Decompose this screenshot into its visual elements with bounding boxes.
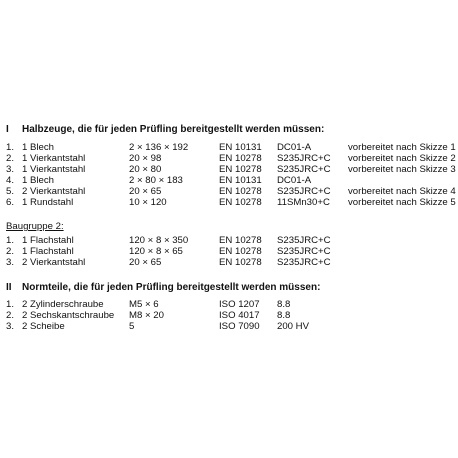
item-standard: EN 10278 [219,153,262,164]
item-description: 2 Scheibe [22,321,65,332]
item-dimensions: 20 × 65 [129,257,162,268]
item-standard: EN 10131 [219,142,262,153]
item-index: 3. [6,321,15,332]
item-index: 6. [6,197,15,208]
item-material: 11SMn30+C [277,197,330,208]
list-item [6,186,458,197]
item-description: 1 Rundstahl [22,197,74,208]
item-note: vorbereitet nach Skizze 4 [348,186,456,197]
item-material: S235JRC+C [277,257,331,268]
list-item [6,175,458,186]
item-index: 4. [6,175,15,186]
list-item [6,321,458,332]
item-description: 1 Blech [22,142,54,153]
item-standard: EN 10278 [219,235,262,246]
list-item [6,164,458,175]
item-standard: EN 10278 [219,186,262,197]
item-description: 2 Sechskantschraube [22,310,115,321]
list-item [6,142,458,153]
item-index: 2. [6,310,15,321]
item-standard: EN 10278 [219,246,262,257]
item-standard: ISO 1207 [219,299,260,310]
item-index: 1. [6,299,15,310]
item-material: DC01-A [277,175,312,186]
item-dimensions: 2 × 136 × 192 [129,142,189,153]
list-item [6,257,458,268]
item-size: M5 × 6 [129,299,159,310]
baugruppe-2-heading: Baugruppe 2: [6,221,64,232]
list-item [6,310,458,321]
section-2-list [6,299,458,332]
item-description: 1 Blech [22,175,54,186]
item-description: 2 Vierkantstahl [22,257,86,268]
item-dimensions: 120 × 8 × 65 [129,246,183,257]
section-1-heading [6,124,324,135]
item-standard: ISO 4017 [219,310,260,321]
list-item [6,235,458,246]
list-item [6,299,458,310]
item-index: 1. [6,142,15,153]
item-material: S235JRC+C [277,153,331,164]
item-note: vorbereitet nach Skizze 2 [348,153,456,164]
item-material: S235JRC+C [277,186,331,197]
item-size: M8 × 20 [129,310,164,321]
list-item [6,246,458,257]
item-index: 3. [6,164,15,175]
item-description: 1 Flachstahl [22,246,74,257]
item-dimensions: 20 × 65 [129,186,162,197]
item-description: 1 Flachstahl [22,235,74,246]
section-1-list [6,142,458,208]
item-description: 2 Zylinderschraube [22,299,104,310]
list-item [6,153,458,164]
item-material: DC01-A [277,142,312,153]
item-standard: EN 10278 [219,164,262,175]
item-description: 1 Vierkantstahl [22,153,86,164]
item-dimensions: 20 × 80 [129,164,162,175]
item-index: 1. [6,235,15,246]
item-standard: EN 10278 [219,197,262,208]
item-grade: 8.8 [277,310,291,321]
item-index: 2. [6,246,15,257]
item-material: S235JRC+C [277,235,331,246]
section-2-number: II [6,282,12,293]
item-standard: EN 10278 [219,257,262,268]
section-2-title: Normteile, die für jeden Prüfling bereitgestellt werden müssen: [22,282,321,293]
item-grade: 200 HV [277,321,309,332]
item-note: vorbereitet nach Skizze 1 [348,142,456,153]
item-material: S235JRC+C [277,164,331,175]
list-item [6,197,458,208]
item-dimensions: 10 × 120 [129,197,167,208]
item-index: 2. [6,153,15,164]
item-dimensions: 120 × 8 × 350 [129,235,189,246]
item-description: 1 Vierkantstahl [22,164,86,175]
baugruppe-2-list [6,235,458,268]
item-standard: ISO 7090 [219,321,260,332]
item-size: 5 [129,321,135,332]
item-note: vorbereitet nach Skizze 5 [348,197,456,208]
item-dimensions: 2 × 80 × 183 [129,175,183,186]
section-2-heading [6,282,320,293]
item-description: 2 Vierkantstahl [22,186,86,197]
item-index: 3. [6,257,15,268]
item-note: vorbereitet nach Skizze 3 [348,164,456,175]
section-1-title: Halbzeuge, die für jeden Prüfling bereitgestellt werden müssen: [22,124,325,135]
item-standard: EN 10131 [219,175,262,186]
item-material: S235JRC+C [277,246,331,257]
item-index: 5. [6,186,15,197]
item-dimensions: 20 × 98 [129,153,162,164]
section-1-number: I [6,124,9,135]
item-grade: 8.8 [277,299,291,310]
